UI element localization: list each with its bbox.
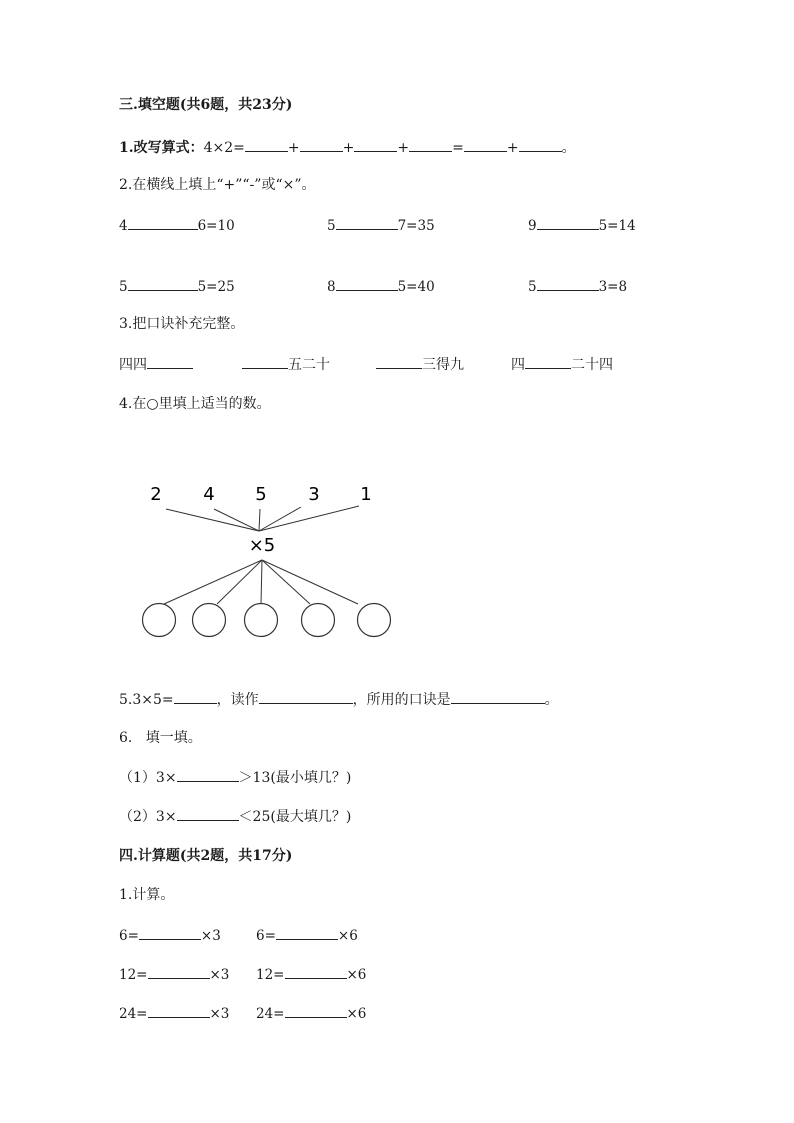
question-4-label: 4.在○里填上适当的数。 — [119, 396, 271, 412]
question-6-label: 6. 填一填。 — [119, 730, 202, 746]
answer-circle[interactable] — [143, 604, 176, 637]
calc-blank[interactable] — [148, 964, 210, 979]
q1-blank-5[interactable] — [464, 137, 507, 152]
calc-blank[interactable] — [148, 1003, 210, 1018]
answer-circle[interactable] — [193, 604, 226, 637]
q5-end: 。 — [544, 692, 559, 708]
answer-circle[interactable] — [358, 604, 391, 637]
q1-end: 。 — [561, 140, 576, 156]
plus-sign: + — [287, 140, 300, 156]
q5-pre: 5.3×5= — [119, 692, 174, 708]
converging-lines — [166, 506, 359, 531]
equals-sign: = — [452, 140, 464, 156]
tree-number: 4 — [203, 484, 215, 505]
q2-item: 9 5=14 — [528, 215, 636, 236]
q2-blank[interactable] — [128, 276, 198, 291]
q2-item: 4 6=10 — [119, 215, 235, 236]
calc-blank[interactable] — [139, 925, 201, 940]
calc-blank[interactable] — [285, 964, 347, 979]
q2-blank[interactable] — [336, 276, 398, 291]
tree-operator: ×5 — [248, 535, 276, 556]
tree-number: 5 — [255, 484, 267, 505]
plus-sign: + — [506, 140, 519, 156]
q3-item: 三得九 — [376, 354, 464, 375]
q5-mid2: ，所用的口诀是 — [352, 692, 451, 708]
section4-question-1-label: 1.计算。 — [119, 887, 175, 903]
calc-item: 12= ×6 — [256, 964, 366, 985]
q1-blank-4[interactable] — [409, 137, 452, 152]
answer-circle[interactable] — [302, 604, 335, 637]
q3-blank[interactable] — [242, 354, 288, 369]
q1-label: 1.改写算式： — [119, 140, 204, 156]
q2-blank[interactable] — [128, 215, 198, 230]
q1-blank-1[interactable] — [245, 137, 288, 152]
question-1 — [119, 137, 576, 158]
section-3-title: 三.填空题(共6题，共23分) — [119, 97, 293, 113]
q6-item-2: （2）3× ＜25(最大填几？) — [119, 806, 351, 827]
diverging-lines — [164, 560, 358, 604]
calc-blank[interactable] — [276, 925, 338, 940]
q1-expr-start: 4×2= — [203, 140, 245, 156]
q2-blank[interactable] — [336, 215, 398, 230]
tree-number: 1 — [360, 484, 372, 505]
q5-mid1: ，读作 — [216, 692, 259, 708]
plus-sign: + — [397, 140, 410, 156]
q3-blank[interactable] — [147, 354, 193, 369]
answer-circle[interactable] — [245, 604, 278, 637]
tree-number: 2 — [150, 484, 162, 505]
q5-blank-2[interactable] — [259, 689, 353, 704]
question-5 — [119, 689, 559, 710]
multiplication-tree-diagram — [130, 478, 410, 643]
q5-blank-1[interactable] — [174, 689, 217, 704]
calc-item: 6= ×3 — [119, 925, 221, 946]
calc-item: 24= ×6 — [256, 1003, 366, 1024]
q6-item-1: （1）3× ＞13(最小填几？) — [119, 767, 351, 788]
question-3-label: 3.把口诀补充完整。 — [119, 316, 245, 332]
q6-blank[interactable] — [177, 767, 239, 782]
q2-item: 5 5=25 — [119, 276, 235, 297]
q2-item: 5 3=8 — [528, 276, 627, 297]
question-2-label: 2.在横线上填上“+”“-”或“×”。 — [119, 177, 316, 193]
tree-number: 3 — [308, 484, 320, 505]
q3-item: 五二十 — [242, 354, 330, 375]
q2-blank[interactable] — [537, 215, 599, 230]
q5-blank-3[interactable] — [451, 689, 545, 704]
q3-blank[interactable] — [376, 354, 422, 369]
calc-item: 6= ×6 — [256, 925, 358, 946]
q3-item: 四四 — [119, 354, 193, 375]
q1-blank-2[interactable] — [300, 137, 343, 152]
plus-sign: + — [342, 140, 355, 156]
q1-blank-6[interactable] — [519, 137, 562, 152]
calc-item: 24= ×3 — [119, 1003, 229, 1024]
q3-blank[interactable] — [525, 354, 571, 369]
calc-item: 12= ×3 — [119, 964, 229, 985]
q1-blank-3[interactable] — [354, 137, 397, 152]
section-4-title: 四.计算题(共2题，共17分) — [119, 848, 293, 864]
q2-blank[interactable] — [537, 276, 599, 291]
q2-item: 5 7=35 — [327, 215, 435, 236]
q3-item: 四 二十四 — [511, 354, 613, 375]
q6-blank[interactable] — [177, 806, 239, 821]
q2-item: 8 5=40 — [327, 276, 435, 297]
calc-blank[interactable] — [285, 1003, 347, 1018]
